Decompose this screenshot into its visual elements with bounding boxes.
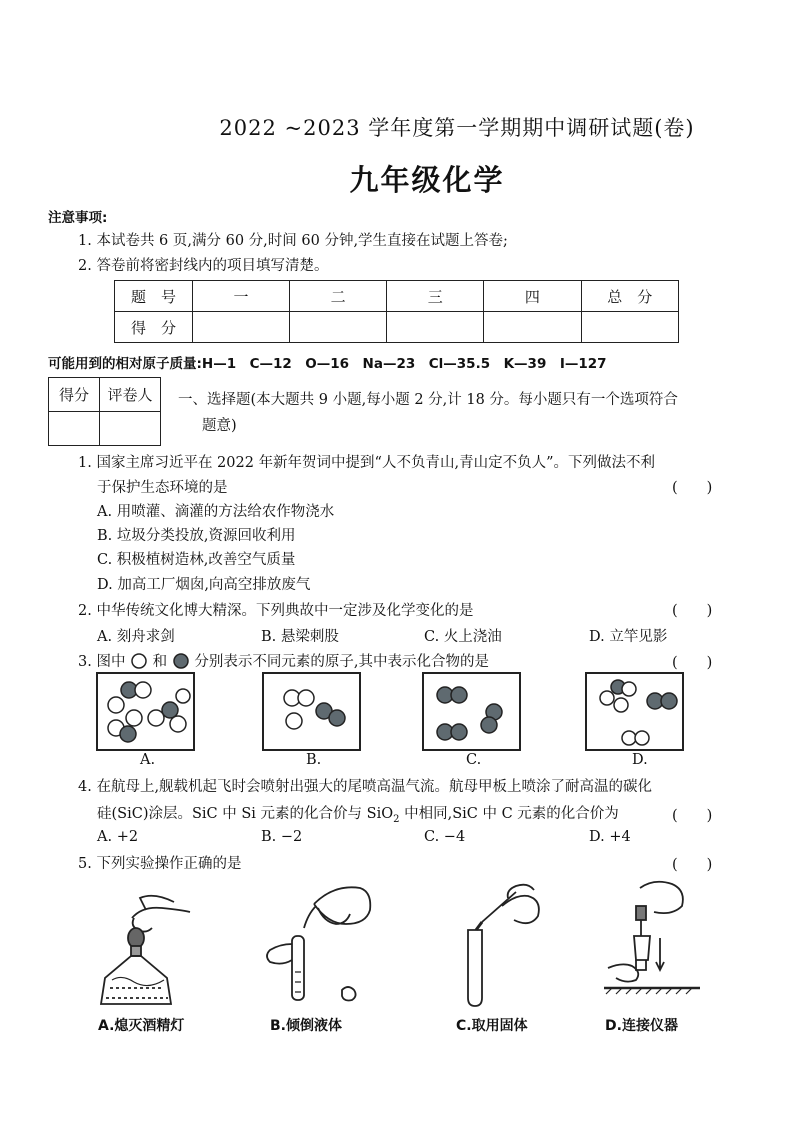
q4-option-b: B. −2	[261, 829, 303, 845]
q5-stem: 5. 下列实验操作正确的是	[78, 856, 242, 872]
score-table-cell: 四	[484, 281, 581, 312]
q2-option-b: B. 悬梁刺股	[261, 629, 339, 645]
alcohol-lamp-illustration	[98, 880, 208, 1008]
q4-option-d: D. +4	[589, 829, 631, 845]
q4-stem-cont	[97, 802, 619, 825]
q3-stem	[78, 650, 489, 671]
exam-title: 2022 ~2023 学年度第一学期期中调研试题(卷)	[219, 116, 695, 140]
q4-stem-part: 中相同,SiC 中 C 元素的化合价为	[399, 806, 619, 822]
score-table-cell: 二	[290, 281, 387, 312]
q3-label-c: C.	[466, 752, 482, 768]
q1-option-b: B. 垃圾分类投放,资源回收利用	[97, 528, 296, 544]
q4-stem-part: 硅(SiC)涂层。SiC 中 Si 元素的化合价与 SiO	[97, 806, 394, 822]
q5-answer-blank[interactable]: ( )	[672, 857, 713, 873]
score-input-cell[interactable]	[192, 312, 289, 343]
subject-title: 九年级化学	[349, 163, 505, 197]
score-table-cell: 三	[387, 281, 484, 312]
score-table-header-row	[115, 281, 679, 312]
q5-label-b: B.倾倒液体	[270, 1018, 342, 1034]
q5-label-c: C.取用固体	[456, 1018, 528, 1034]
q3-diagram-c	[422, 672, 522, 752]
score-table-score-row	[115, 312, 679, 343]
q4-subscript: 2	[393, 813, 400, 825]
score-table-cell: 一	[192, 281, 289, 312]
score-input-cell[interactable]	[290, 312, 387, 343]
q3-label-a: A.	[140, 752, 156, 768]
grader-name-label: 评卷人	[100, 378, 161, 412]
q1-answer-blank[interactable]: ( )	[672, 480, 713, 496]
section1-heading: 一、选择题(本大题共 9 小题,每小题 2 分,计 18 分。每小题只有一个选项符合	[178, 392, 678, 408]
q3-stem-part: 分别表示不同元素的原子,其中表示化合物的是	[194, 654, 489, 670]
notice-item-1: 1. 本试卷共 6 页,满分 60 分,时间 60 分钟,学生直接在试题上答卷;	[78, 233, 508, 249]
q2-stem: 2. 中华传统文化博大精深。下列典故中一定涉及化学变化的是	[78, 603, 474, 619]
grader-score-label: 得分	[49, 378, 100, 412]
grader-box	[48, 377, 161, 446]
q4-stem: 4. 在航母上,舰载机起飞时会喷射出强大的尾喷高温气流。航母甲板上喷涂了耐高温的碳化	[78, 779, 653, 795]
grader-name-cell[interactable]	[100, 412, 161, 446]
pour-liquid-illustration	[262, 882, 374, 1008]
section1-heading-cont: 题意)	[202, 418, 237, 434]
q1-option-a: A. 用喷灌、滴灌的方法给农作物浇水	[97, 504, 335, 520]
grader-score-cell[interactable]	[49, 412, 100, 446]
light-atom-icon	[130, 653, 148, 669]
q2-option-c: C. 火上浇油	[424, 629, 502, 645]
notice-heading: 注意事项:	[48, 210, 108, 226]
q1-option-d: D. 加高工厂烟囱,向高空排放废气	[97, 577, 311, 593]
q3-diagram-b	[262, 672, 362, 752]
q5-label-a: A.熄灭酒精灯	[98, 1018, 185, 1034]
q3-stem-part: 3. 图中	[78, 654, 126, 670]
atomic-mass-line: 可能用到的相对原子质量:H—1 C—12 O—16 Na—23 Cl—35.5 K—39 I—127	[48, 356, 607, 372]
q2-answer-blank[interactable]: ( )	[672, 603, 713, 619]
q2-option-a: A. 刻舟求剑	[97, 629, 175, 645]
q2-option-d: D. 立竿见影	[589, 629, 668, 645]
q3-label-b: B.	[306, 752, 322, 768]
notice-item-2: 2. 答卷前将密封线内的项目填写清楚。	[78, 258, 329, 274]
score-table-cell: 题 号	[115, 281, 193, 312]
q3-diagram-d	[585, 672, 685, 752]
solid-reagent-illustration	[452, 878, 552, 1008]
score-input-cell[interactable]	[581, 312, 679, 343]
dark-atom-icon	[172, 653, 190, 669]
q3-stem-part: 和	[152, 654, 168, 670]
q1-stem: 1. 国家主席习近平在 2022 年新年贺词中提到“人不负青山,青山定不负人”。下列做法不利	[78, 455, 655, 471]
q4-option-a: A. +2	[97, 829, 139, 845]
score-input-cell[interactable]	[387, 312, 484, 343]
q4-answer-blank[interactable]: ( )	[672, 808, 713, 824]
score-table-cell: 得 分	[115, 312, 193, 343]
q4-option-c: C. −4	[424, 829, 466, 845]
q5-label-d: D.连接仪器	[605, 1018, 678, 1034]
q3-label-d: D.	[632, 752, 648, 768]
score-table-cell: 总 分	[581, 281, 679, 312]
q1-option-c: C. 积极植树造林,改善空气质量	[97, 552, 296, 568]
connect-apparatus-illustration	[600, 878, 710, 1008]
score-table	[114, 280, 679, 343]
q3-answer-blank[interactable]: ( )	[672, 655, 713, 671]
q3-diagram-a	[96, 672, 196, 752]
score-input-cell[interactable]	[484, 312, 581, 343]
q1-stem-cont: 于保护生态环境的是	[97, 480, 228, 496]
